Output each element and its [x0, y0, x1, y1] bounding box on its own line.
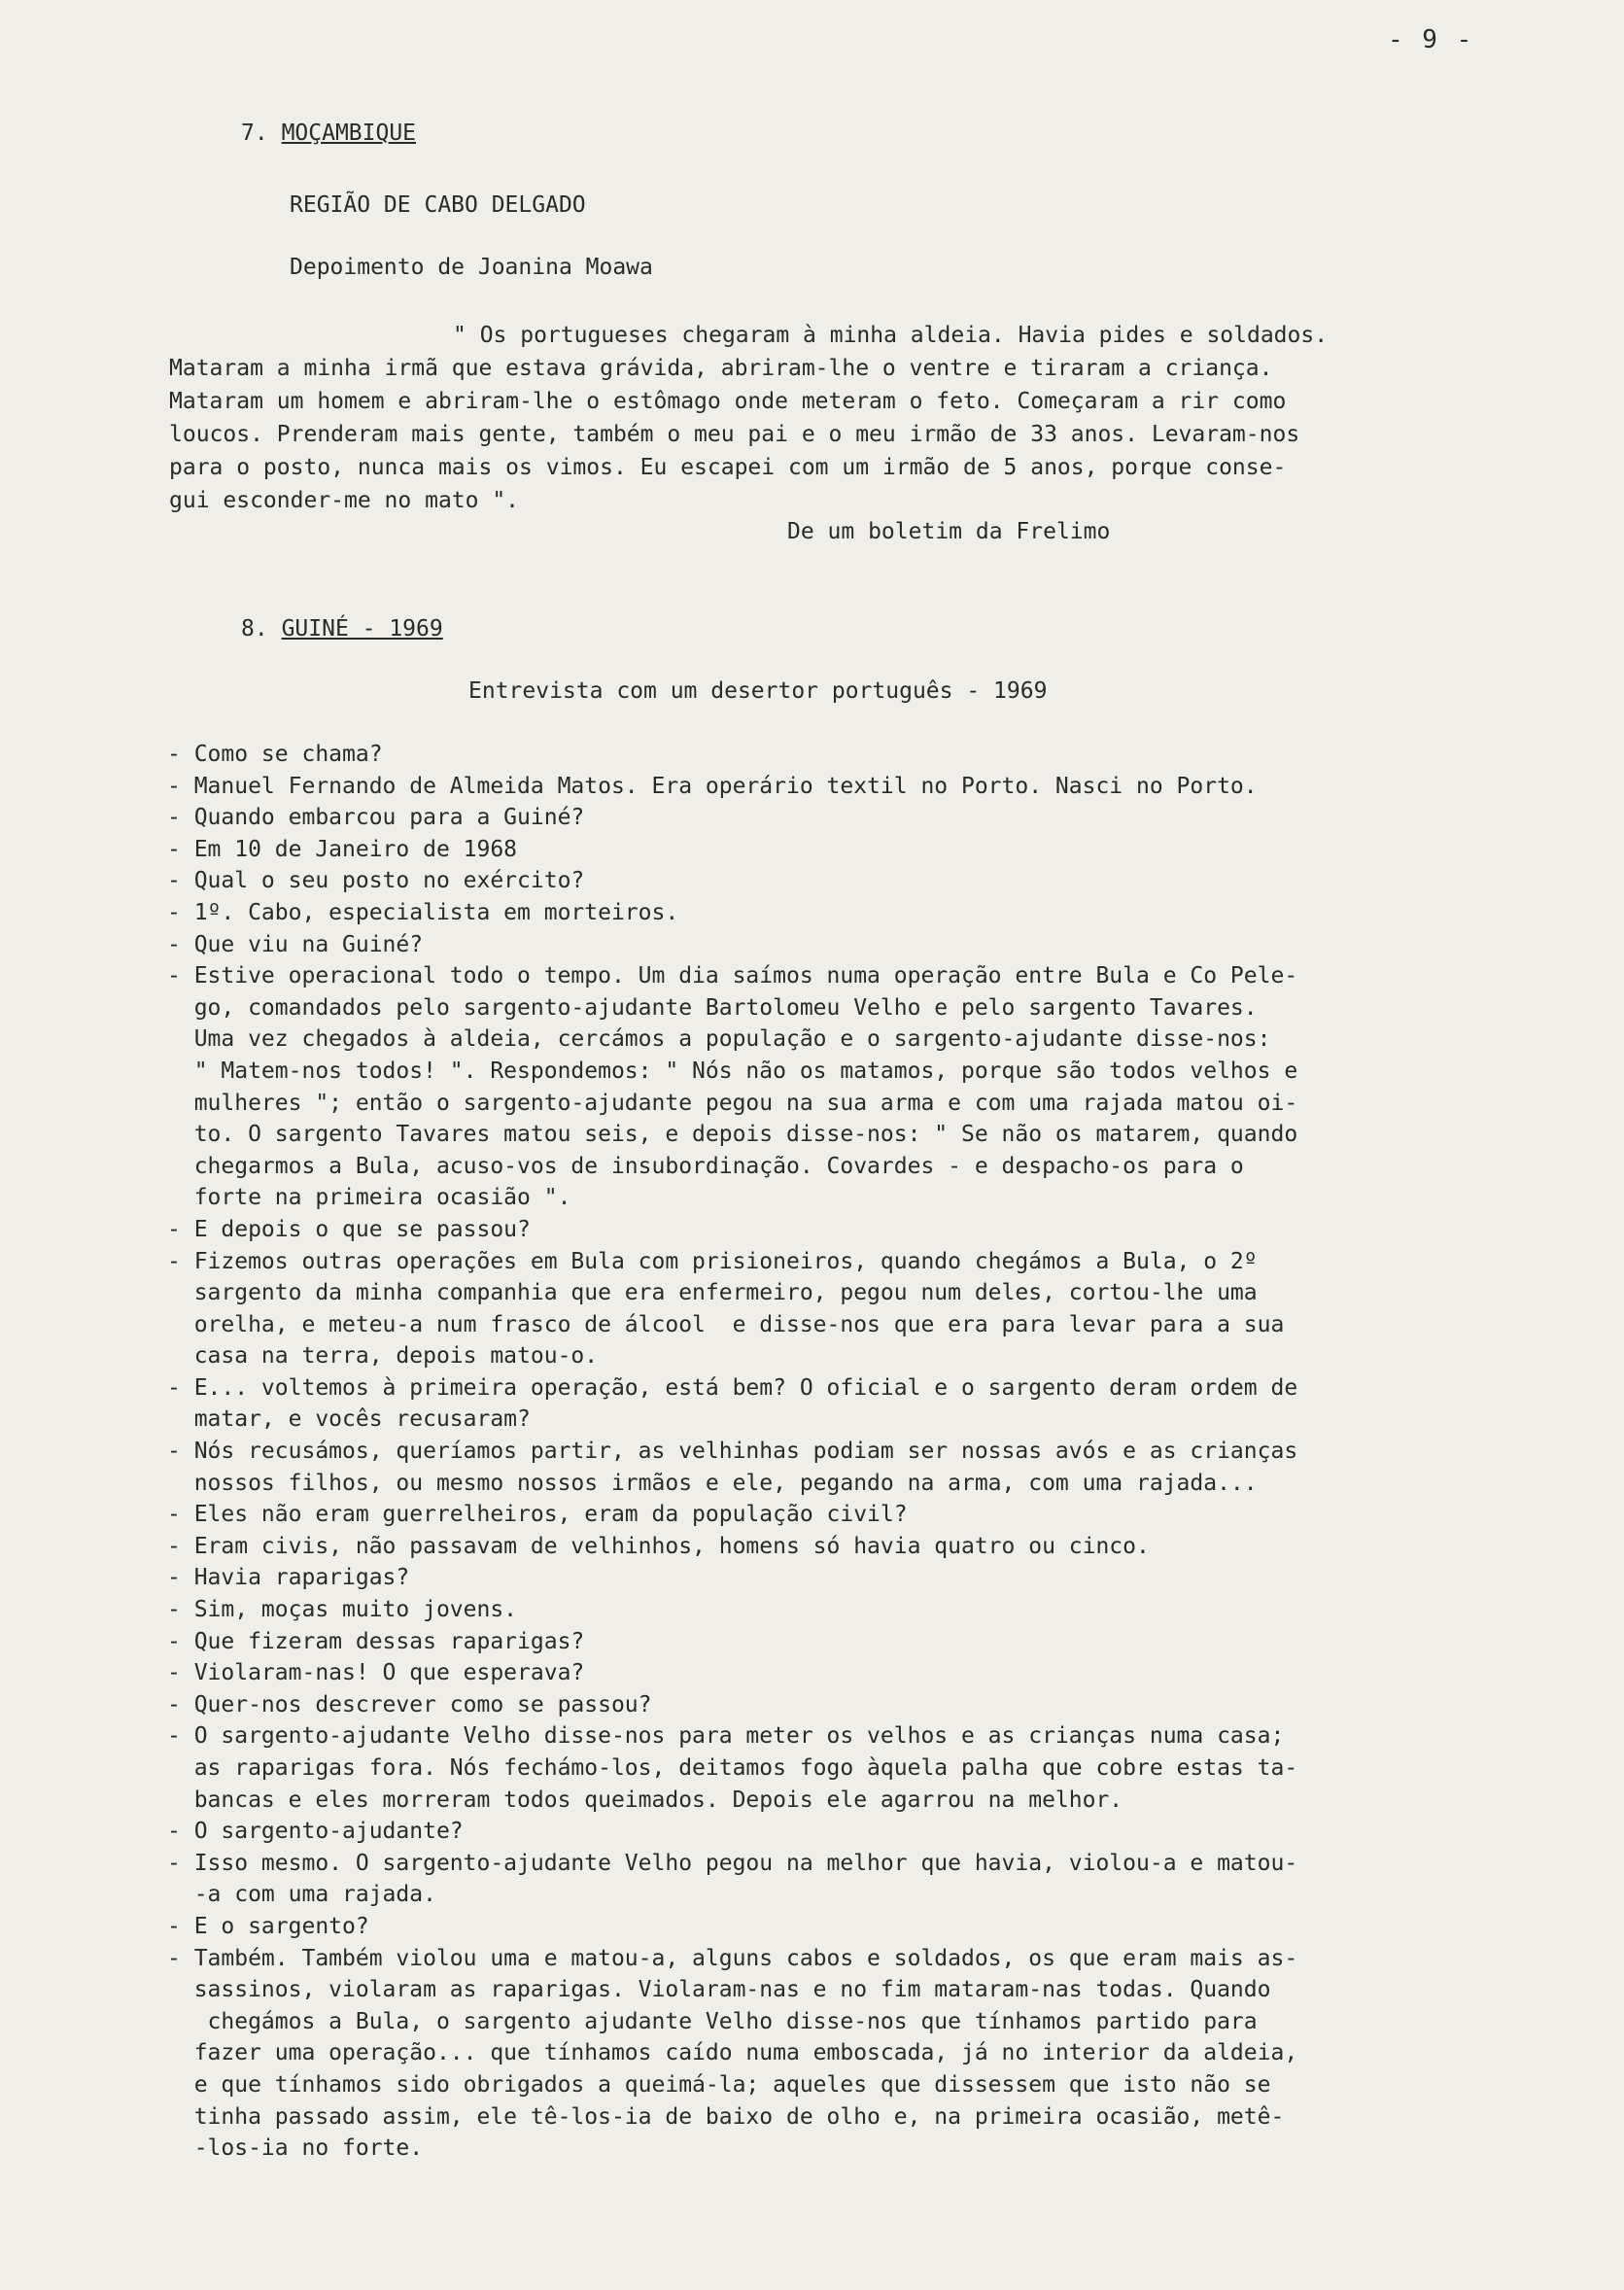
dialogue-line: - Que fizeram dessas raparigas?: [167, 1628, 585, 1654]
testimony-title: Depoimento de Joanina Moawa: [290, 255, 653, 280]
testimony-quote: [169, 319, 1328, 517]
dialogue-line: chegámos a Bula, o sargento ajudante Velho disse-nos que tínhamos partido para: [167, 2008, 1258, 2034]
region-title: REGIÃO DE CABO DELGADO: [290, 192, 586, 218]
quote-line: Mataram um homem e abriram-lhe o estômago onde meteram o feto. Começaram a rir como: [169, 389, 1287, 414]
dialogue-line: orelha, e meteu-a num frasco de álcool e disse-nos que era para levar para a sua: [167, 1311, 1285, 1337]
quote-source: De um boletim da Frelimo: [787, 519, 1111, 544]
page-number: - 9 -: [1388, 25, 1474, 54]
dialogue-line: sassinos, violaram as raparigas. Violaram-nas e no fim mataram-nas todas. Quando: [167, 1977, 1271, 2003]
dialogue-line: forte na primeira ocasião ".: [167, 1185, 571, 1211]
dialogue-line: mulheres "; então o sargento-ajudante pegou na sua arma e com uma rajada matou oi-: [167, 1090, 1298, 1116]
dialogue-line: - O sargento-ajudante?: [167, 1819, 464, 1845]
interview-title: Entrevista com um desertor português - 1969: [468, 678, 1048, 704]
dialogue-line: - Fizemos outras operações em Bula com prisioneiros, quando chegámos a Bula, o 2º: [167, 1248, 1258, 1274]
section-7-number: 7.: [241, 121, 268, 146]
dialogue-line: - Em 10 de Janeiro de 1968: [167, 836, 518, 862]
dialogue-line: - O sargento-ajudante Velho disse-nos para meter os velhos e as crianças numa casa;: [167, 1723, 1285, 1750]
interview-dialogue: [167, 739, 1547, 2165]
dialogue-line: bancas e eles morreram todos queimados. Depois ele agarrou na melhor.: [167, 1787, 1123, 1813]
dialogue-line: - Que viu na Guiné?: [167, 931, 424, 957]
dialogue-line: fazer uma operação... que tínhamos caído numa emboscada, já no interior da aldeia,: [167, 2040, 1298, 2066]
dialogue-line: e que tínhamos sido obrigados a queimá-la; aqueles que dissessem que isto não se: [167, 2071, 1271, 2098]
dialogue-line: - Quer-nos descrever como se passou?: [167, 1691, 652, 1718]
dialogue-line: tinha passado assim, ele tê-los-ia de baixo de olho e, na primeira ocasião, metê-: [167, 2103, 1285, 2130]
section-8-heading: [241, 612, 443, 645]
quote-line: loucos. Prenderam mais gente, também o meu pai e o meu irmão de 33 anos. Levaram-nos: [169, 422, 1300, 447]
dialogue-line: go, comandados pelo sargento-ajudante Bartolomeu Velho e pelo sargento Tavares.: [167, 994, 1258, 1021]
dialogue-line: - Também. Também violou uma e matou-a, alguns cabos e soldados, os que eram mais as-: [167, 1945, 1298, 1971]
dialogue-line: - Estive operacional todo o tempo. Um dia saímos numa operação entre Bula e Co Pele-: [167, 963, 1298, 989]
dialogue-line: casa na terra, depois matou-o.: [167, 1343, 599, 1370]
dialogue-line: - Eram civis, não passavam de velhinhos, homens só havia quatro ou cinco.: [167, 1533, 1150, 1559]
dialogue-line: - Eles não eram guerrelheiros, eram da população civil?: [167, 1502, 908, 1528]
dialogue-line: - Como se chama?: [167, 742, 383, 767]
dialogue-line: -los-ia no forte.: [167, 2135, 424, 2162]
dialogue-line: matar, e vocês recusaram?: [167, 1406, 531, 1433]
dialogue-line: sargento da minha companhia que era enfermeiro, pegou num deles, cortou-lhe uma: [167, 1280, 1258, 1306]
quote-line: Mataram a minha irmã que estava grávida, abriram-lhe o ventre e tiraram a criança.: [169, 356, 1273, 381]
quote-line: " Os portugueses chegaram à minha aldeia. Havia pides e soldados.: [453, 323, 1329, 348]
dialogue-line: " Matem-nos todos! ". Respondemos: " Nós não os matamos, porque são todos velhos e: [167, 1058, 1298, 1084]
dialogue-line: Uma vez chegados à aldeia, cercámos a população e o sargento-ajudante disse-nos:: [167, 1026, 1271, 1053]
dialogue-line: nossos filhos, ou mesmo nossos irmãos e ele, pegando na arma, com uma rajada...: [167, 1470, 1258, 1496]
dialogue-line: - Manuel Fernando de Almeida Matos. Era operário textil no Porto. Nasci no Porto.: [167, 773, 1258, 799]
quote-line: para o posto, nunca mais os vimos. Eu escapei com um irmão de 5 anos, porque conse-: [169, 455, 1287, 480]
dialogue-line: - Qual o seu posto no exército?: [167, 868, 585, 894]
dialogue-line: - Sim, moças muito jovens.: [167, 1597, 518, 1623]
dialogue-line: - E o sargento?: [167, 1913, 369, 1939]
dialogue-line: - E... voltemos à primeira operação, está bem? O oficial e o sargento deram ordem de: [167, 1374, 1298, 1401]
dialogue-line: - Nós recusámos, queríamos partir, as velhinhas podiam ser nossas avós e as crianças: [167, 1439, 1298, 1465]
dialogue-line: - Quando embarcou para a Guiné?: [167, 805, 585, 831]
dialogue-line: - Havia raparigas?: [167, 1565, 410, 1591]
dialogue-line: - Violaram-nas! O que esperava?: [167, 1660, 585, 1686]
section-8-title: GUINÉ - 1969: [281, 616, 443, 642]
dialogue-line: - 1º. Cabo, especialista em morteiros.: [167, 899, 679, 925]
dialogue-line: -a com uma rajada.: [167, 1882, 436, 1908]
dialogue-line: as raparigas fora. Nós fechámo-los, deitamos fogo àquela palha que cobre estas ta-: [167, 1755, 1298, 1781]
dialogue-line: - E depois o que se passou?: [167, 1216, 531, 1242]
dialogue-line: to. O sargento Tavares matou seis, e depois disse-nos: " Se não os matarem, quando: [167, 1122, 1298, 1148]
section-7-title: MOÇAMBIQUE: [281, 121, 417, 146]
quote-line: gui esconder-me no mato ".: [169, 488, 520, 513]
section-7-heading: [241, 117, 416, 150]
dialogue-line: - Isso mesmo. O sargento-ajudante Velho pegou na melhor que havia, violou-a e matou-: [167, 1850, 1298, 1876]
dialogue-line: chegarmos a Bula, acuso-vos de insubordinação. Covardes - e despacho-os para o: [167, 1153, 1244, 1179]
section-8-number: 8.: [241, 616, 268, 642]
